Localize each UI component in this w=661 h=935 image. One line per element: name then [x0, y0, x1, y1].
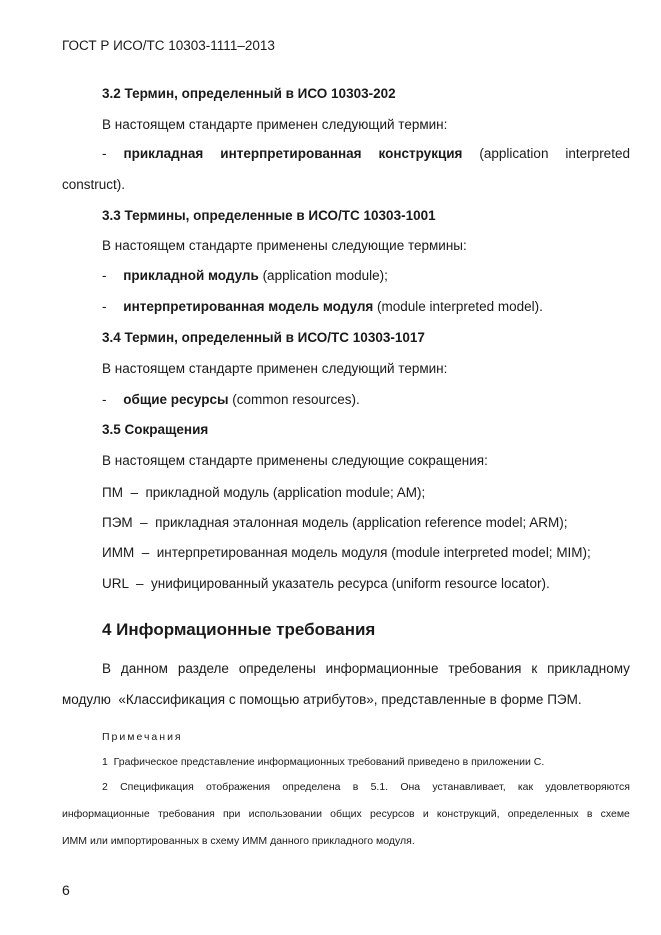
section-4-paragraph-line2: модулю «Классификация с помощью атрибутов», представленные в форме ПЭМ. — [62, 692, 582, 707]
abbreviation-item: ПМ – прикладной модуль (application module; AM); — [102, 485, 426, 500]
word: как — [517, 781, 534, 793]
word: при — [223, 808, 241, 820]
word: 2 — [102, 781, 108, 793]
note-2-line1 — [102, 781, 630, 793]
word: в — [352, 781, 359, 793]
note-2-line2 — [62, 808, 630, 820]
word: требования — [448, 661, 522, 676]
section-4-heading: 4 Информационные требования — [102, 620, 376, 639]
word: прикладному — [547, 661, 630, 676]
document-header: ГОСТ Р ИСО/ТС 10303-1111–2013 — [62, 38, 275, 53]
word: схеме — [600, 808, 630, 820]
section-3-4-item — [102, 392, 360, 407]
word: требования — [157, 808, 215, 820]
word: данном — [120, 661, 168, 676]
abbreviation-item: ПЭМ – прикладная эталонная модель (application reference model; ARM); — [102, 515, 568, 530]
section-3-2-intro: В настоящем стандарте применен следующий термин: — [102, 117, 448, 132]
abbreviation-item: URL – унифицированный указатель ресурса (uniform resource locator). — [102, 576, 550, 591]
abbreviation-item: ИММ – интерпретированная модель модуля (module interpreted model; MIM); — [102, 545, 591, 560]
word: отображения — [206, 781, 271, 793]
section-3-3-item — [102, 268, 388, 283]
term-word: интерпретированная — [220, 146, 362, 161]
word: определены — [238, 661, 316, 676]
section-3-3-intro: В настоящем стандарте применены следующие термины: — [102, 238, 467, 253]
word: определенных — [507, 808, 579, 820]
section-3-2-heading: 3.2 Термин, определенный в ИСО 10303-202 — [102, 86, 396, 101]
section-3-4-heading: 3.4 Термин, определенный в ИСО/ТС 10303-1017 — [102, 330, 425, 345]
term: прикладной модуль — [123, 268, 259, 283]
section-3-2-term-line — [102, 146, 630, 161]
dash: - — [102, 146, 107, 161]
section-3-2-term-continuation: construct). — [62, 177, 126, 192]
word: В — [102, 661, 112, 676]
word: и — [422, 808, 429, 820]
term: интерпретированная модель модуля — [123, 299, 374, 314]
word: Спецификация — [120, 781, 194, 793]
term-translation-word: interpreted — [565, 146, 630, 161]
section-3-5-intro: В настоящем стандарте применены следующие сокращения: — [102, 453, 488, 468]
word: к — [531, 661, 538, 676]
word: информационные — [325, 661, 439, 676]
notes-title: Примечания — [102, 731, 183, 743]
section-3-5-heading: 3.5 Сокращения — [102, 422, 209, 437]
section-3-3-heading: 3.3 Термины, определенные в ИСО/ТС 10303-1001 — [102, 208, 436, 223]
word: определена — [282, 781, 341, 793]
word: устанавливает, — [432, 781, 506, 793]
term-translation: (module interpreted model). — [373, 299, 543, 314]
note-2-line3: ИММ или импортированных в схему ИММ данного прикладного модуля. — [62, 835, 415, 847]
section-3-3-item — [102, 299, 543, 314]
term-word: конструкция — [378, 146, 463, 161]
word: разделе — [177, 661, 229, 676]
word: информационные — [62, 808, 150, 820]
dash: - — [102, 392, 107, 407]
word: использовании — [248, 808, 322, 820]
section-3-4-intro: В настоящем стандарте применен следующий термин: — [102, 361, 448, 376]
page-number: 6 — [62, 882, 70, 898]
dash: - — [102, 299, 107, 314]
term-translation: (application module); — [258, 268, 388, 283]
dash: - — [102, 268, 107, 283]
word: в — [586, 808, 593, 820]
term: общие ресурсы — [123, 392, 229, 407]
word: общих — [330, 808, 362, 820]
term-translation: (common resources). — [228, 392, 360, 407]
word: конструкций, — [436, 808, 500, 820]
word: Она — [400, 781, 421, 793]
term-translation-word: (application — [479, 146, 549, 161]
word: удовлетворяются — [545, 781, 630, 793]
section-4-paragraph-line1 — [102, 661, 630, 676]
word: 5.1. — [370, 781, 389, 793]
note-1: 1 Графическое представление информационных требований приведено в приложении С. — [102, 756, 545, 768]
word: ресурсов — [369, 808, 415, 820]
term-word: прикладная — [123, 146, 204, 161]
